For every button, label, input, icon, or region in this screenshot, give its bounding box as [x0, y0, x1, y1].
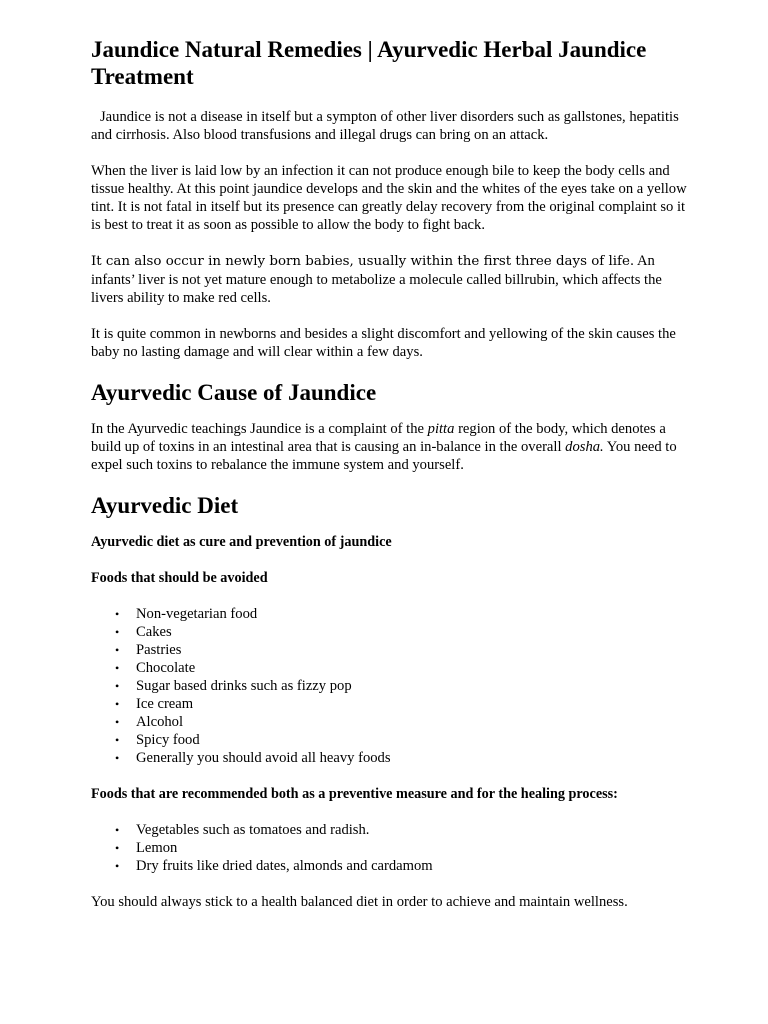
list-item — [115, 659, 691, 677]
bullet-icon: • — [115, 607, 120, 621]
document-page — [91, 36, 691, 929]
list-item — [115, 749, 691, 767]
newborn-paragraph-lead: It can also occur in newly born babies, usually within the first three days of life. — [91, 254, 635, 269]
list-item — [115, 821, 691, 839]
closing-paragraph: You should always stick to a health balanced diet in order to achieve and maintain wellness. — [91, 894, 628, 910]
list-item-text: Dry fruits like dried dates, almonds and cardamom — [136, 858, 433, 874]
list-item-text: Lemon — [136, 840, 178, 856]
bullet-icon: • — [115, 679, 120, 693]
list-item-text: Vegetables such as tomatoes and radish. — [136, 822, 370, 838]
list-item — [115, 857, 691, 875]
bullet-icon: • — [115, 661, 120, 675]
newborn-paragraph — [91, 252, 691, 307]
list-item-text: Spicy food — [136, 732, 200, 748]
list-item — [115, 677, 691, 695]
newborn-paragraph-rest: An infants’ liver is not yet mature enough to metabolize a molecule called billrubin, which affects the livers ability to make red cells. — [91, 253, 662, 306]
cause-text-2: region of the body, which denotes a build up of toxins in an intestinal area that is causing an in-balance in the overall — [91, 421, 666, 455]
intro-paragraph-1: Jaundice is not a disease in itself but a sympton of other liver disorders such as gallstones, hepatitis and cirrhosis. Also blood transfusions and illegal drugs can bring on an attack. — [91, 109, 679, 143]
list-item — [115, 713, 691, 731]
list-item-text: Chocolate — [136, 660, 196, 676]
list-item-text: Alcohol — [136, 714, 184, 730]
cause-text-3: You need to expel such toxins to rebalance the immune system and yourself. — [91, 439, 677, 473]
bullet-icon: • — [115, 751, 120, 765]
list-item-text: Sugar based drinks such as fizzy pop — [136, 678, 352, 694]
avoid-foods-list — [91, 605, 691, 767]
bullet-icon: • — [115, 715, 120, 729]
bullet-icon: • — [115, 625, 120, 639]
list-item — [115, 605, 691, 623]
cause-italic-dosha: dosha. — [565, 439, 604, 455]
recommended-heading: Foods that are recommended both as a preventive measure and for the healing process: — [91, 786, 618, 802]
list-item-text: Generally you should avoid all heavy foods — [136, 750, 391, 766]
list-item-text: Non-vegetarian food — [136, 606, 258, 622]
list-item-text: Cakes — [136, 624, 172, 640]
cause-heading: Ayurvedic Cause of Jaundice — [91, 380, 377, 405]
cause-italic-pitta: pitta — [427, 421, 455, 437]
list-item — [115, 695, 691, 713]
newborn-common-paragraph: It is quite common in newborns and besides a slight discomfort and yellowing of the skin causes the baby no lasting damage and will clear within a few days. — [91, 326, 676, 360]
diet-subheading: Ayurvedic diet as cure and prevention of jaundice — [91, 534, 392, 550]
bullet-icon: • — [115, 697, 120, 711]
bullet-icon: • — [115, 859, 120, 873]
diet-heading: Ayurvedic Diet — [91, 493, 239, 518]
bullet-icon: • — [115, 643, 120, 657]
page-title: Jaundice Natural Remedies | Ayurvedic Herbal Jaundice Treatment — [91, 37, 647, 89]
bullet-icon: • — [115, 823, 120, 837]
list-item — [115, 623, 691, 641]
list-item-text: Ice cream — [136, 696, 194, 712]
list-item — [115, 731, 691, 749]
bullet-icon: • — [115, 733, 120, 747]
list-item — [115, 839, 691, 857]
recommended-foods-list — [91, 821, 691, 875]
list-item — [115, 641, 691, 659]
intro-paragraph-2: When the liver is laid low by an infection it can not produce enough bile to keep the body cells and tissue healthy. At this point jaundice develops and the skin and the whites of the eyes take on a yellow tint. It is not fatal in itself but its presence can greatly delay recovery from the original complaint so it is best to treat it as soon as possible to allow the body to fight back. — [91, 163, 687, 233]
cause-text-1: In the Ayurvedic teachings Jaundice is a complaint of the — [91, 421, 428, 437]
cause-paragraph — [91, 420, 691, 474]
bullet-icon: • — [115, 841, 120, 855]
list-item-text: Pastries — [136, 642, 182, 658]
avoid-heading: Foods that should be avoided — [91, 570, 268, 586]
